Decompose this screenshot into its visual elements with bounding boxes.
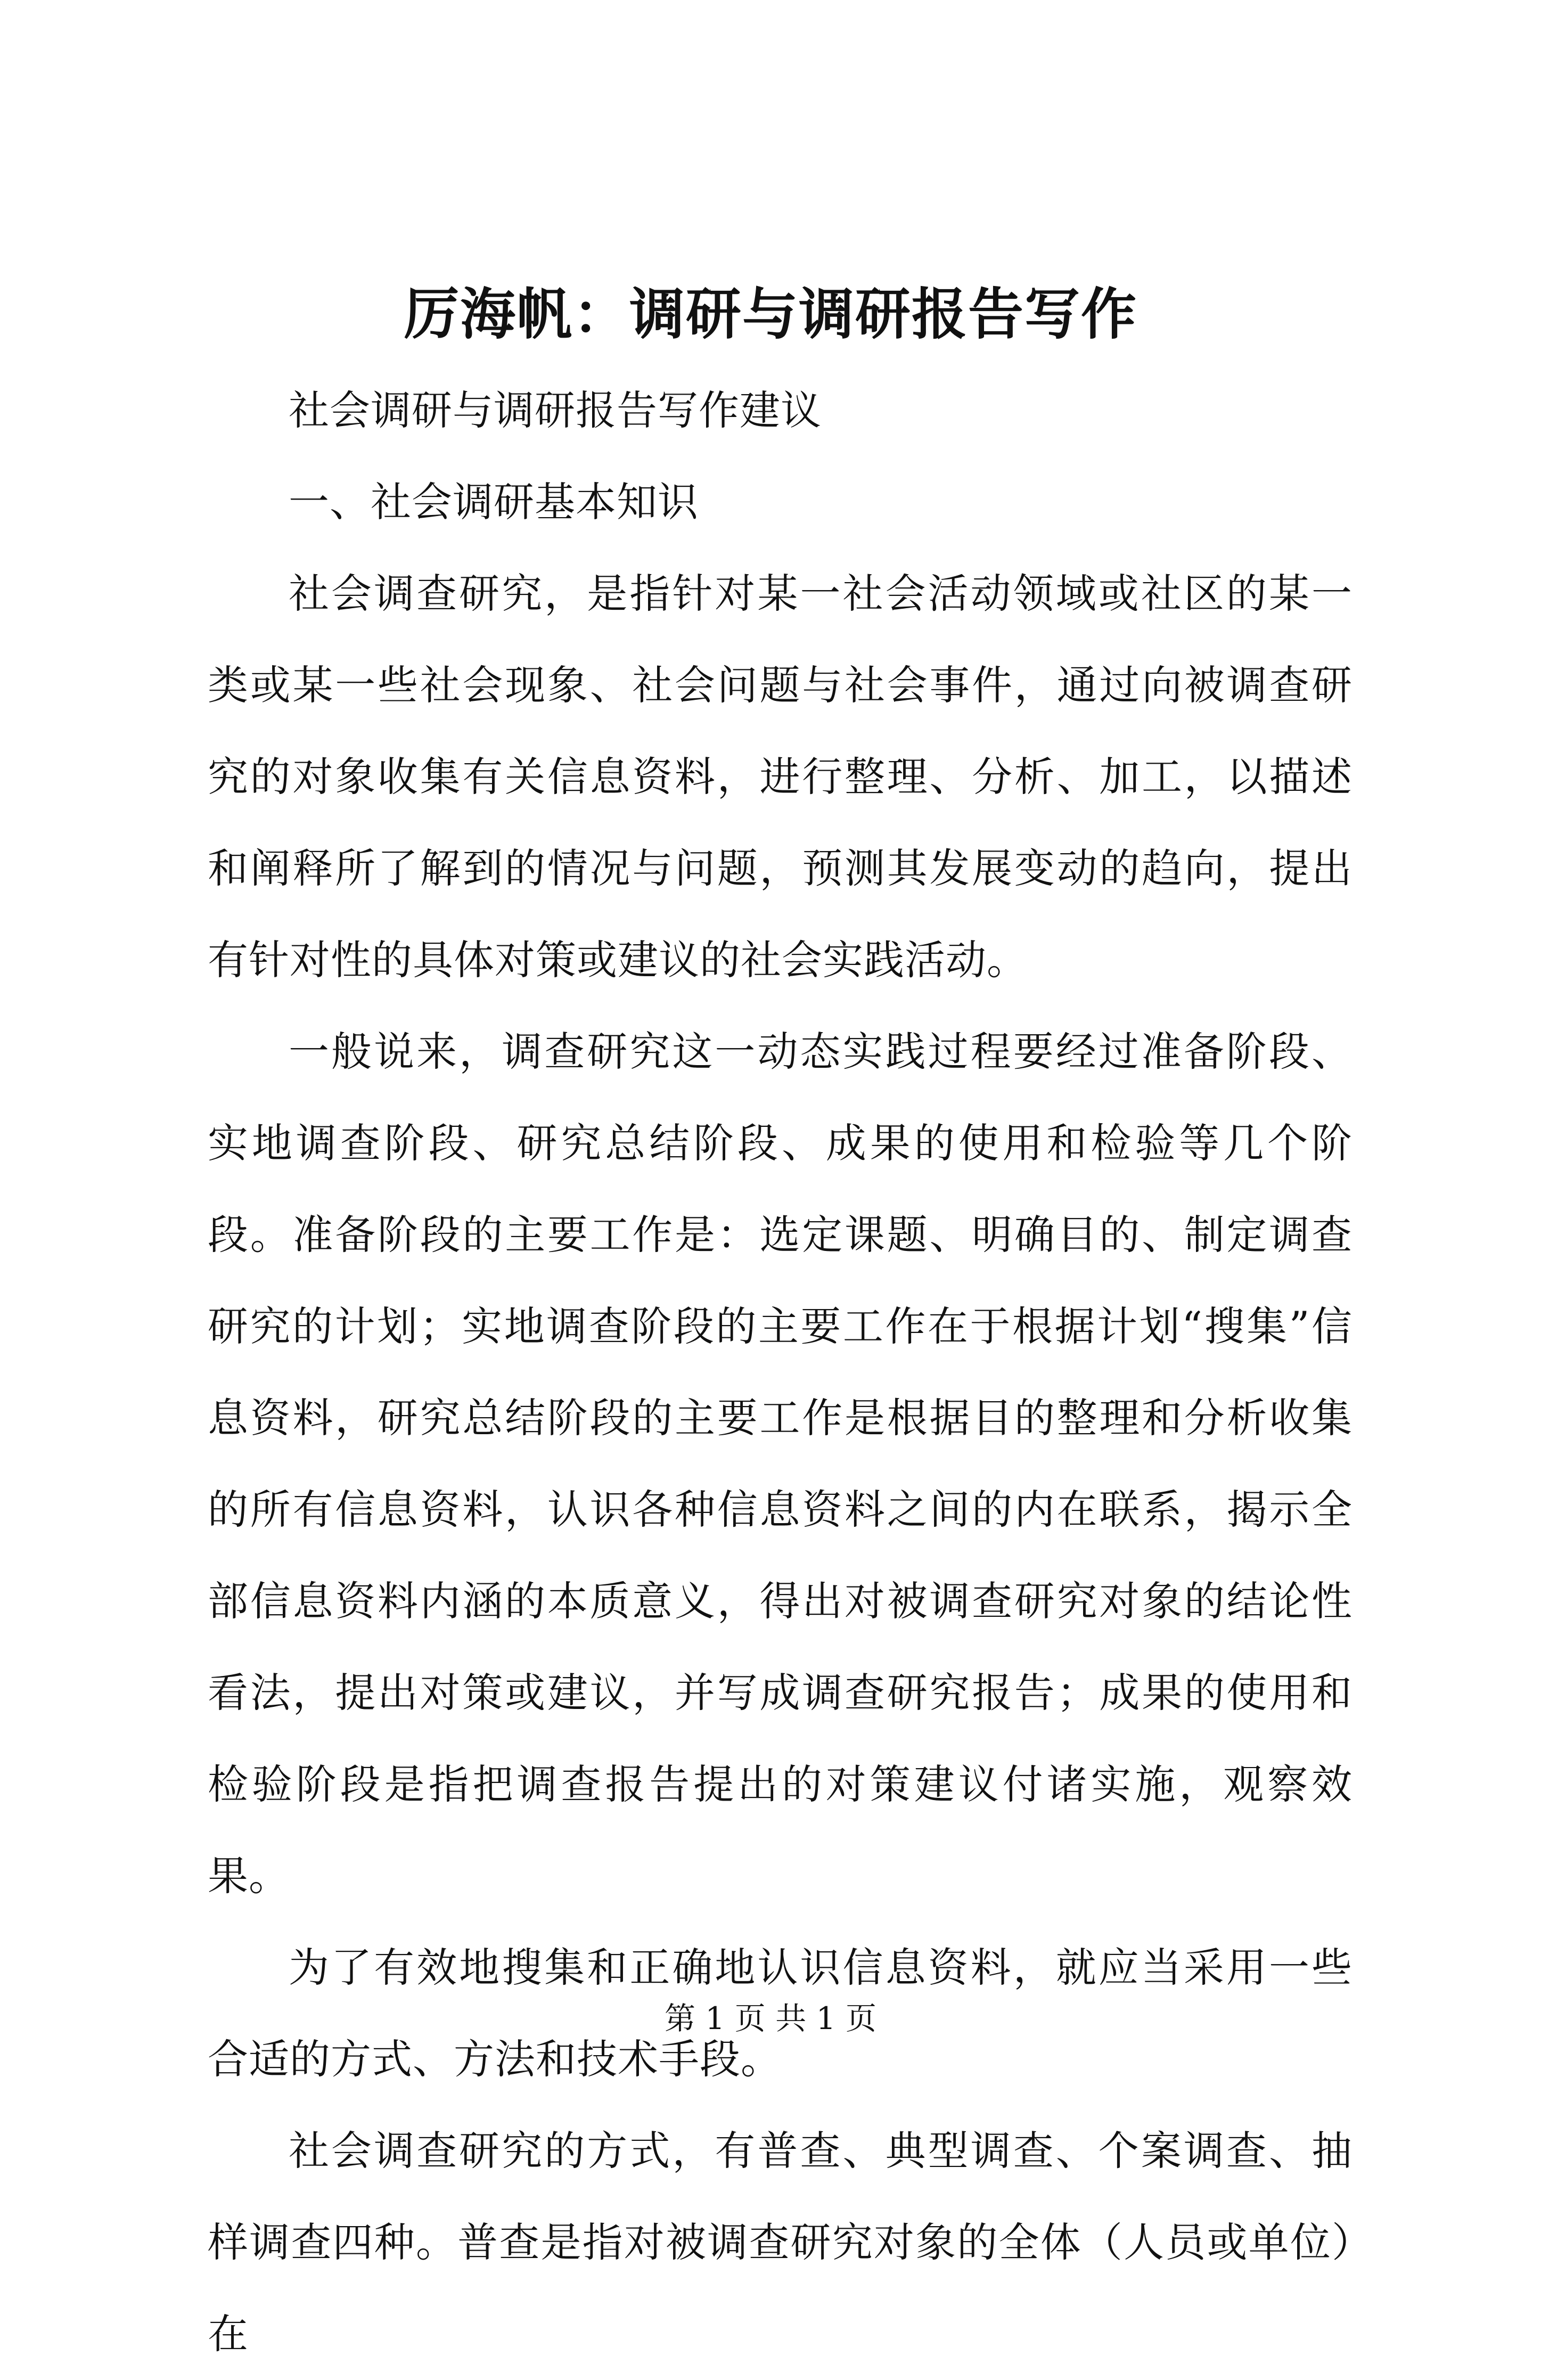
paragraph-survey-types: 社会调查研究的方式，有普查、典型调查、个案调查、抽样调查四种。普查是指对被调查研究对象的全体（人员或单位）在 — [208, 2127, 1353, 2358]
paragraph-subtitle: 社会调研与调研报告写作建议 — [289, 387, 822, 434]
page-footer: 第 1 页 共 1 页 — [665, 2000, 876, 2037]
paragraph-section-heading: 一、社会调研基本知识 — [289, 478, 699, 526]
document-title: 厉海帆：调研与调研报告写作 — [403, 281, 1137, 347]
paragraph-definition: 社会调查研究，是指针对某一社会活动领域或社区的某一类或某一些社会现象、社会问题与社会事件，通过向被调查研究的对象收集有关信息资料，进行整理、分析、加工，以描述和阐释所了解到的情况与问题，预测其发展变动的趋向，提出有针对性的具体对策或建议的社会实践活动。 — [208, 570, 1353, 984]
paragraph-methods: 为了有效地搜集和正确地认识信息资料，就应当采用一些合适的方式、方法和技术手段。 — [208, 1944, 1353, 2083]
paragraph-stages: 一般说来，调查研究这一动态实践过程要经过准备阶段、实地调查阶段、研究总结阶段、成果的使用和检验等几个阶段。准备阶段的主要工作是：选定课题、明确目的、制定调查研究的计划；实地调查阶段的主要工作在于根据计划“搜集”信息资料，研究总结阶段的主要工作是根据目的整理和分析收集的所有信息资料，认识各种信息资料之间的内在联系，揭示全部信息资料内涵的本质意义，得出对被调查研究对象的结论性看法，提出对策或建议，并写成调查研究报告；成果的使用和检验阶段是指把调查报告提出的对策建议付诸实施，观察效果。 — [208, 1028, 1353, 1900]
document-body — [208, 365, 1353, 2380]
